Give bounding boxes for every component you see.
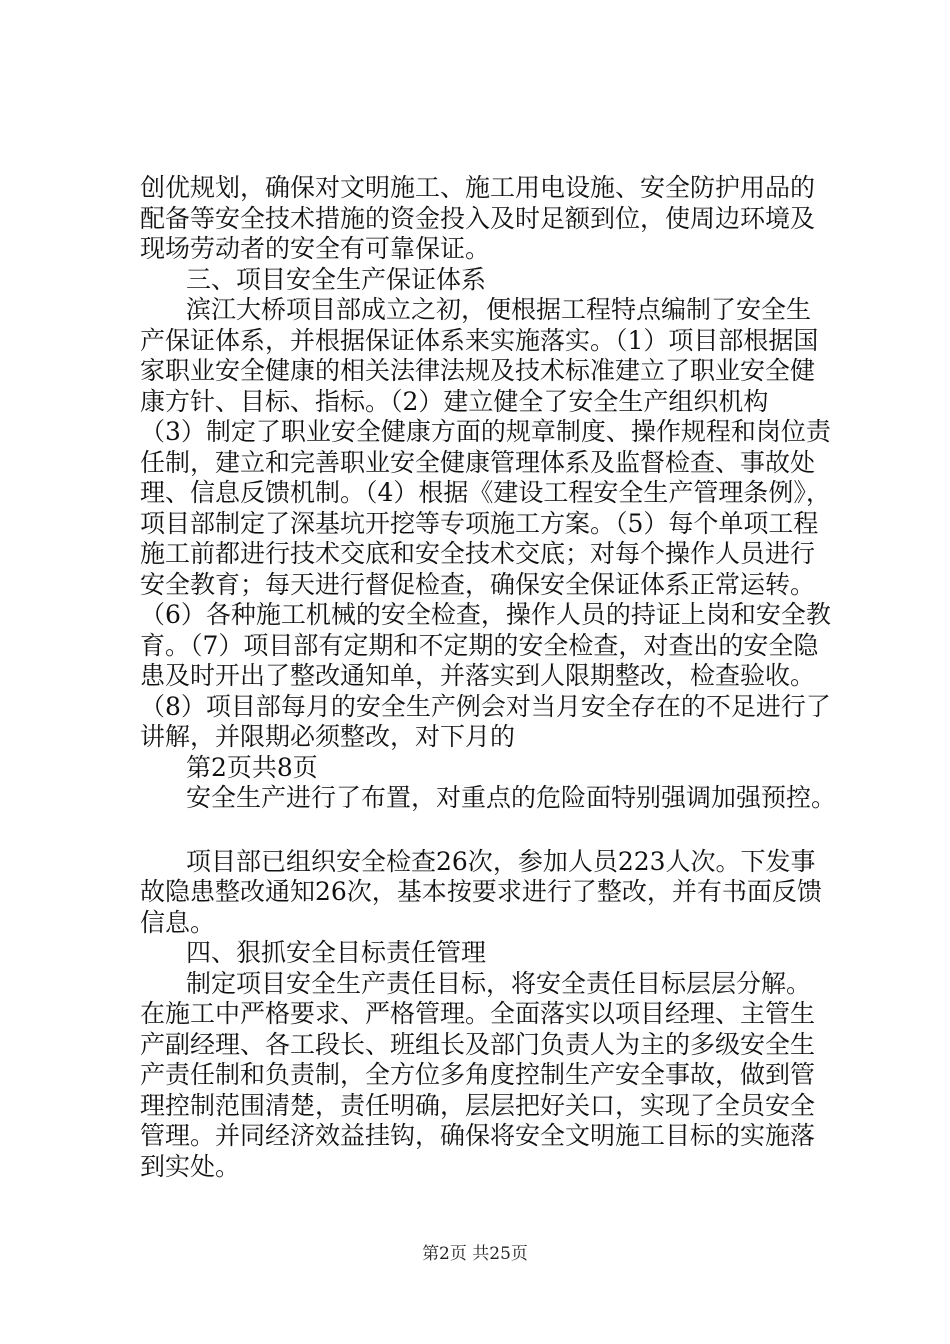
text-block-top — [140, 173, 840, 814]
paragraph-gap — [140, 814, 840, 847]
text-line: （3）制定了职业安全健康方面的规章制度、操作规程和岗位责 — [140, 417, 831, 446]
text-line: 育。（7）项目部有定期和不定期的安全检查，对查出的安全隐 — [140, 630, 819, 660]
text-line: 产责任制和负责制，全方位多角度控制生产安全事故，做到管 — [140, 1060, 816, 1089]
text-line: 康方针、目标、指标。（2）建立健全了安全生产组织机构 — [140, 386, 769, 416]
text-line: （8）项目部每月的安全生产例会对当月安全存在的不足进行了 — [140, 691, 831, 721]
text-line: 产保证体系，并根据保证体系来实施落实。（1）项目部根据国 — [140, 325, 819, 355]
text-line: 安全生产进行了布置，对重点的危险面特别强调加强预控。 — [186, 783, 837, 812]
text-line: 家职业安全健康的相关法律法规及技术标准建立了职业安全健 — [140, 356, 816, 385]
text-line: （6）各种施工机械的安全检查，操作人员的持证上岗和安全教 — [140, 600, 831, 629]
text-line: 任制，建立和完善职业安全健康管理体系及监督检查、事故处 — [140, 447, 816, 477]
text-line: 讲解，并限期必须整改，对下月的 — [140, 722, 516, 751]
text-line: 故隐患整改通知26次，基本按要求进行了整改，并有书面反馈 — [140, 877, 822, 906]
document-body — [140, 173, 840, 1182]
text-line: 项目部制定了深基坑开挖等专项施工方案。（5）每个单项工程 — [140, 508, 819, 538]
page-footer: 第2页 共25页 — [422, 1244, 528, 1264]
text-line: 现场劳动者的安全有可靠保证。 — [140, 234, 491, 263]
text-line: 理控制范围清楚，责任明确，层层把好关口，实现了全员安全 — [140, 1090, 816, 1120]
text-line: 产副经理、各工段长、班组长及部门负责人为主的多级安全生 — [140, 1029, 816, 1059]
text-line: 患及时开出了整改通知单，并落实到人限期整改，检查验收。 — [140, 661, 816, 690]
text-line: 管理。并同经济效益挂钩，确保将安全文明施工目标的实施落 — [140, 1121, 816, 1150]
text-line: 创优规划，确保对文明施工、施工用电设施、安全防护用品的 — [140, 173, 816, 202]
text-line: 四、狠抓安全目标责任管理 — [186, 938, 487, 967]
text-line: 配备等安全技术措施的资金投入及时足额到位，使周边环境及 — [140, 203, 816, 233]
text-line: 到实处。 — [140, 1151, 241, 1181]
text-line: 信息。 — [140, 907, 216, 937]
text-line: 施工前都进行技术交底和安全技术交底；对每个操作人员进行 — [140, 539, 816, 568]
text-line: 第2页共8页 — [186, 752, 318, 782]
text-line: 在施工中严格要求、严格管理。全面落实以项目经理、主管生 — [140, 999, 816, 1028]
text-line: 制定项目安全生产责任目标，将安全责任目标层层分解。 — [186, 968, 812, 998]
text-line: 理、信息反馈机制。（4）根据《建设工程安全生产管理条例》， — [140, 478, 831, 507]
text-line: 安全教育；每天进行督促检查，确保安全保证体系正常运转。 — [140, 569, 816, 599]
text-line: 项目部已组织安全检查26次，参加人员223人次。下发事 — [186, 846, 816, 876]
text-line: 三、项目安全生产保证体系 — [186, 264, 487, 294]
text-block-bottom — [140, 847, 840, 1183]
text-line: 滨江大桥项目部成立之初，便根据工程特点编制了安全生 — [186, 295, 812, 324]
